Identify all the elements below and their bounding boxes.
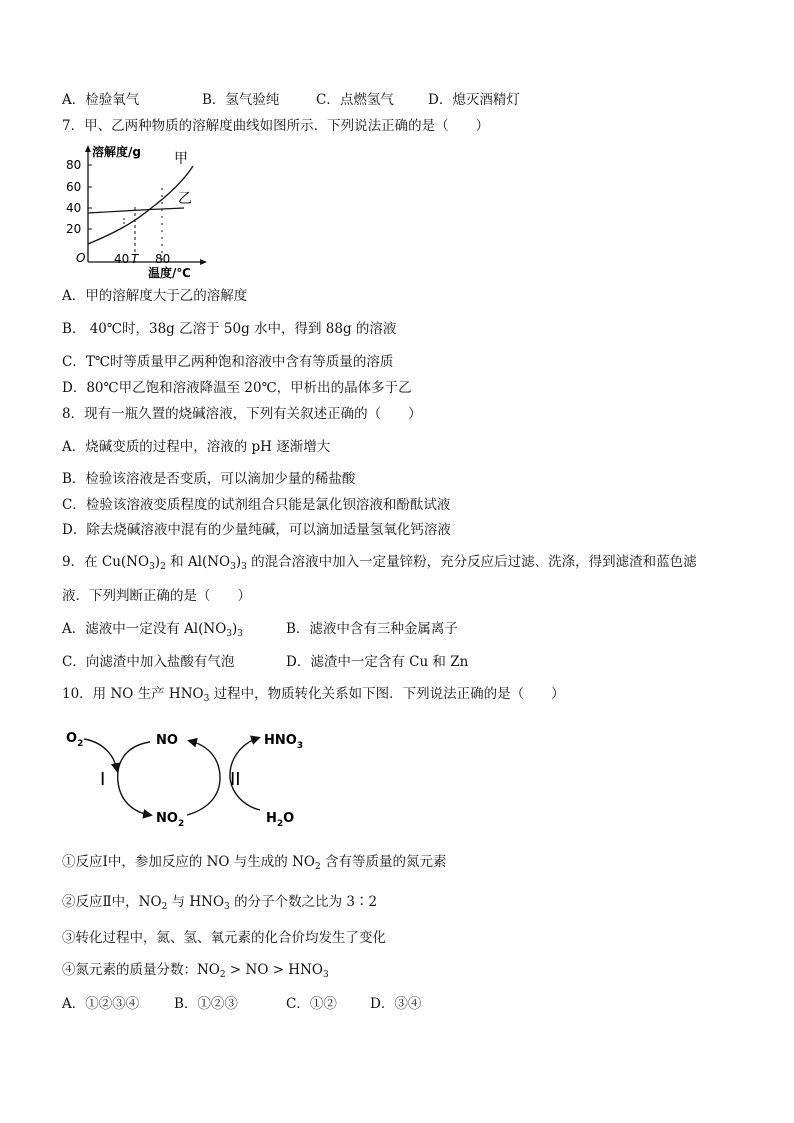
curve-jia-label: 甲: [174, 151, 188, 167]
q6-option-a[interactable]: A．检验氧气: [62, 92, 140, 108]
q10-stem: 10．用 NO 生产 $HNO_3$ 过程中，物质转化关系如下图．下列说法正确的是（ ）: [62, 686, 565, 704]
y-axis-arrow: [85, 145, 91, 152]
q10-conversion-diagram: [62, 720, 322, 835]
xtick-40: 40: [114, 252, 130, 266]
q9-option-b[interactable]: B．滤液中含有三种金属离子: [286, 621, 458, 637]
ytick-80: 80: [66, 158, 82, 172]
q9-option-a[interactable]: A．滤液中一定没有 Al(NO3)3: [62, 621, 244, 639]
q10-option-d[interactable]: D．③④: [370, 996, 422, 1012]
curve-yi-label: 乙: [178, 191, 192, 207]
q10-option-a[interactable]: A．①②③④: [62, 996, 140, 1012]
q9-stem-continued: 液．下列判断正确的是（ ）: [62, 588, 251, 604]
arrow-o2-in: [84, 739, 117, 770]
q10-statement-2: ②反应Ⅱ中，$NO_2$ 与 $HNO_3$ 的分子个数之比为 3∶2: [62, 894, 378, 912]
q8-stem: 8．现有一瓶久置的烧碱溶液，下列有关叙述正确的（ ）: [62, 406, 422, 422]
reaction-1-label: I: [100, 769, 106, 790]
reaction-2-label: II: [230, 769, 241, 790]
q7-solubility-graph: [62, 142, 222, 280]
x-axis-arrow: [200, 259, 207, 265]
q8-option-a[interactable]: A．烧碱变质的过程中，溶液的 pH 逐渐增大: [62, 439, 331, 455]
xtick-80: 80: [155, 252, 171, 266]
q10-statement-4: ④氮元素的质量分数：$NO_2$ > NO > $HNO_3$: [62, 962, 329, 980]
arrow-no2-to-no: [187, 741, 220, 815]
xtick-t: T: [131, 252, 139, 266]
origin-label: O: [76, 251, 86, 265]
curve-yi: [88, 208, 184, 213]
q7-option-a[interactable]: A．甲的溶解度大于乙的溶解度: [62, 288, 248, 304]
q8-option-b[interactable]: B．检验该溶液是否变质，可以滴加少量的稀盐酸: [62, 471, 356, 487]
ylabel: 溶解度/g: [92, 145, 141, 159]
q7-option-b[interactable]: B． 40℃时，38g 乙溶于 50g 水中，得到 88g 的溶液: [62, 321, 397, 337]
q6-option-b[interactable]: B．氢气验纯: [202, 92, 280, 108]
no2-label: $NO_2$: [156, 811, 185, 829]
ytick-40: 40: [66, 201, 82, 215]
q9-option-c[interactable]: C．向滤渣中加入盐酸有气泡: [62, 654, 235, 670]
no-label: NO: [156, 733, 178, 748]
q6-option-c[interactable]: C．点燃氢气: [316, 92, 394, 108]
q9-options-row1: [62, 620, 458, 643]
o2-label: $O_2$: [66, 731, 84, 749]
q10-option-b[interactable]: B．①②③: [174, 996, 238, 1012]
q8-option-d[interactable]: D．除去烧碱溶液中混有的少量纯碱，可以滴加适量氢氧化钙溶液: [62, 522, 451, 538]
q7-option-c[interactable]: C．T℃时等质量甲乙两种饱和溶液中含有等质量的溶质: [62, 354, 394, 370]
q7-option-d[interactable]: D．80℃甲乙饱和溶液降温至 20℃，甲析出的晶体多于乙: [62, 380, 412, 396]
ytick-60: 60: [66, 180, 82, 194]
q8-option-c[interactable]: C．检验该溶液变质程度的试剂组合只能是氯化钡溶液和酚酞试液: [62, 497, 451, 513]
q9-options-row2: [62, 653, 468, 671]
xlabel: 温度/℃: [148, 266, 191, 280]
h2o-label: $H_2O$: [266, 811, 295, 829]
arrow-no-to-no2: [118, 742, 150, 815]
ytick-20: 20: [66, 222, 82, 236]
q7-stem: 7．甲、乙两种物质的溶解度曲线如图所示．下列说法正确的是（ ）: [62, 118, 490, 134]
q10-statement-3: ③转化过程中，氮、氢、氧元素的化合价均发生了变化: [62, 930, 386, 946]
q10-statement-1: ①反应Ⅰ中，参加反应的 NO 与生成的 $NO_2$ 含有等质量的氮元素: [62, 854, 447, 872]
q10-option-c[interactable]: C．①②: [286, 996, 337, 1012]
q9-stem: 9．在 $Cu(NO_3)_2$ 和 $Al(NO_3)_3$ 的混合溶液中加入一定量锌粉，充分反应后过滤、洗涤，得到滤渣和蓝色滤: [62, 554, 697, 572]
q6-options: [62, 91, 520, 109]
q9-option-d[interactable]: D．滤渣中一定含有 Cu 和 Zn: [286, 654, 469, 670]
q10-options: [62, 995, 421, 1013]
q6-option-d[interactable]: D．熄灭酒精灯: [428, 92, 520, 108]
hno3-label: $HNO_3$: [264, 733, 304, 751]
